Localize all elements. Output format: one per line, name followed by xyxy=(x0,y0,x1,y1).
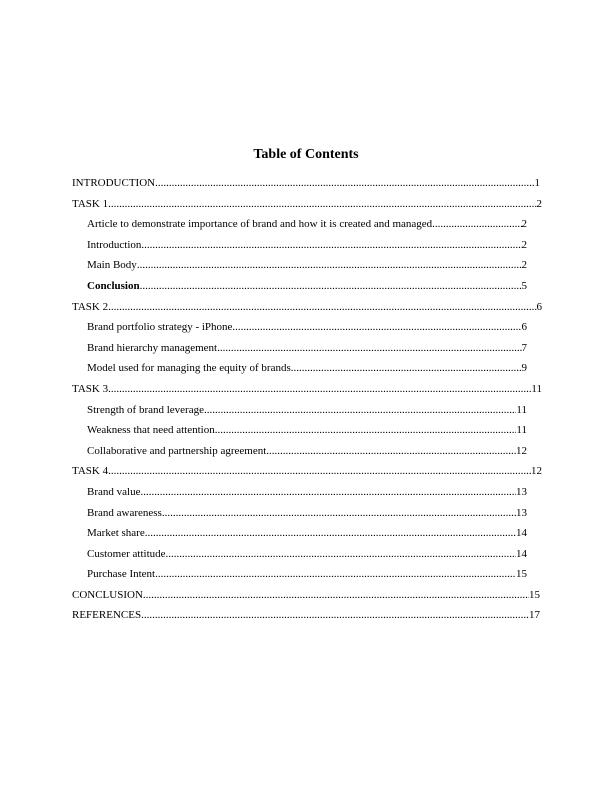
toc-entry-label: Conclusion xyxy=(87,279,140,292)
toc-dot-leader xyxy=(155,567,516,581)
toc-entry-page-number: 5 xyxy=(521,279,527,292)
toc-dot-leader xyxy=(232,320,521,334)
toc-entry-page-number: 2 xyxy=(521,238,527,251)
toc-entry[interactable] xyxy=(72,485,527,506)
toc-entry[interactable] xyxy=(72,423,527,444)
toc-entry[interactable] xyxy=(72,444,527,465)
toc-dot-leader xyxy=(145,526,516,540)
toc-entry[interactable] xyxy=(72,176,540,197)
toc-entry[interactable] xyxy=(72,547,527,568)
toc-entry[interactable] xyxy=(72,238,527,259)
toc-entry[interactable] xyxy=(72,588,540,609)
toc-entry[interactable] xyxy=(72,506,527,527)
toc-entry-page-number: 2 xyxy=(536,197,542,210)
toc-dot-leader xyxy=(155,176,534,190)
toc-entry-label: Collaborative and partnership agreement xyxy=(87,444,267,457)
toc-dot-leader xyxy=(140,279,522,293)
toc-entry[interactable] xyxy=(72,320,527,341)
toc-entry-label: Article to demonstrate importance of brand and how it is created and managed xyxy=(87,218,433,231)
toc-entry-label: Brand value xyxy=(87,485,141,498)
toc-entry-label: Market share xyxy=(87,527,145,540)
toc-dot-leader xyxy=(291,361,522,375)
toc-entry-page-number: 12 xyxy=(531,465,542,478)
toc-entry[interactable] xyxy=(72,197,542,218)
toc-entry-page-number: 15 xyxy=(529,588,540,601)
toc-entry-label: Weakness that need attention xyxy=(87,424,215,437)
toc-entry-label: Brand awareness xyxy=(87,506,162,519)
toc-entry-label: TASK 1 xyxy=(72,197,109,210)
toc-dot-leader xyxy=(108,464,531,478)
toc-entry-label: REFERENCES xyxy=(72,609,142,622)
toc-entry[interactable] xyxy=(72,279,527,300)
toc-entry[interactable] xyxy=(72,361,527,382)
toc-dot-leader xyxy=(166,547,516,561)
toc-entry-page-number: 13 xyxy=(516,506,527,519)
toc-entry[interactable] xyxy=(72,217,527,238)
toc-entry-page-number: 2 xyxy=(521,259,527,272)
toc-dot-leader xyxy=(108,197,536,211)
toc-dot-leader xyxy=(204,403,516,417)
toc-entry-label: TASK 2 xyxy=(72,300,109,313)
toc-entry-label: Customer attitude xyxy=(87,547,166,560)
toc-entry-page-number: 11 xyxy=(516,403,527,416)
toc-list xyxy=(72,176,542,629)
toc-dot-leader xyxy=(162,506,516,520)
toc-dot-leader xyxy=(108,300,536,314)
toc-entry[interactable] xyxy=(72,464,542,485)
toc-entry-label: CONCLUSION xyxy=(72,588,143,601)
toc-entry[interactable] xyxy=(72,403,527,424)
toc-entry-label: INTRODUCTION xyxy=(72,177,156,189)
toc-entry-page-number: 6 xyxy=(521,321,527,334)
toc-entry[interactable] xyxy=(72,341,527,362)
toc-entry-page-number: 12 xyxy=(516,444,527,457)
toc-entry-page-number: 17 xyxy=(529,609,540,622)
toc-entry[interactable] xyxy=(72,608,540,629)
toc-entry-page-number: 6 xyxy=(536,300,542,313)
toc-dot-leader xyxy=(215,423,517,437)
toc-dot-leader xyxy=(140,485,516,499)
toc-entry[interactable] xyxy=(72,258,527,279)
toc-entry-page-number: 2 xyxy=(521,218,527,231)
toc-entry-label: Brand hierarchy management xyxy=(87,341,218,354)
toc-dot-leader xyxy=(143,588,529,602)
toc-entry-label: Strength of brand leverage xyxy=(87,403,204,416)
toc-dot-leader xyxy=(432,217,521,231)
toc-entry-label: Introduction xyxy=(87,238,142,251)
toc-dot-leader xyxy=(137,258,522,272)
toc-entry-page-number: 13 xyxy=(516,485,527,498)
toc-dot-leader xyxy=(266,444,516,458)
toc-dot-leader xyxy=(141,608,529,622)
toc-entry-page-number: 11 xyxy=(531,382,542,395)
toc-title: Table of Contents xyxy=(253,147,359,162)
toc-entry-label: TASK 3 xyxy=(72,382,109,395)
toc-entry-label: TASK 4 xyxy=(72,465,109,478)
toc-entry[interactable] xyxy=(72,300,542,321)
toc-entry-page-number: 14 xyxy=(516,547,527,560)
toc-entry-label: Brand portfolio strategy - iPhone xyxy=(87,321,233,334)
toc-entry[interactable] xyxy=(72,382,542,403)
toc-entry-page-number: 15 xyxy=(516,568,527,581)
toc-dot-leader xyxy=(108,382,531,396)
toc-entry-label: Main Body xyxy=(87,259,137,272)
toc-dot-leader xyxy=(217,341,521,355)
toc-entry-page-number: 7 xyxy=(521,341,527,354)
toc-entry-page-number: 11 xyxy=(516,424,527,437)
toc-entry-page-number: 1 xyxy=(534,177,540,189)
toc-entry-page-number: 14 xyxy=(516,527,527,540)
toc-entry[interactable] xyxy=(72,526,527,547)
toc-dot-leader xyxy=(141,238,521,252)
toc-entry-page-number: 9 xyxy=(521,362,527,375)
toc-entry-label: Model used for managing the equity of brands xyxy=(87,362,291,375)
toc-entry-label: Purchase Intent xyxy=(87,568,156,581)
toc-entry[interactable] xyxy=(72,567,527,588)
